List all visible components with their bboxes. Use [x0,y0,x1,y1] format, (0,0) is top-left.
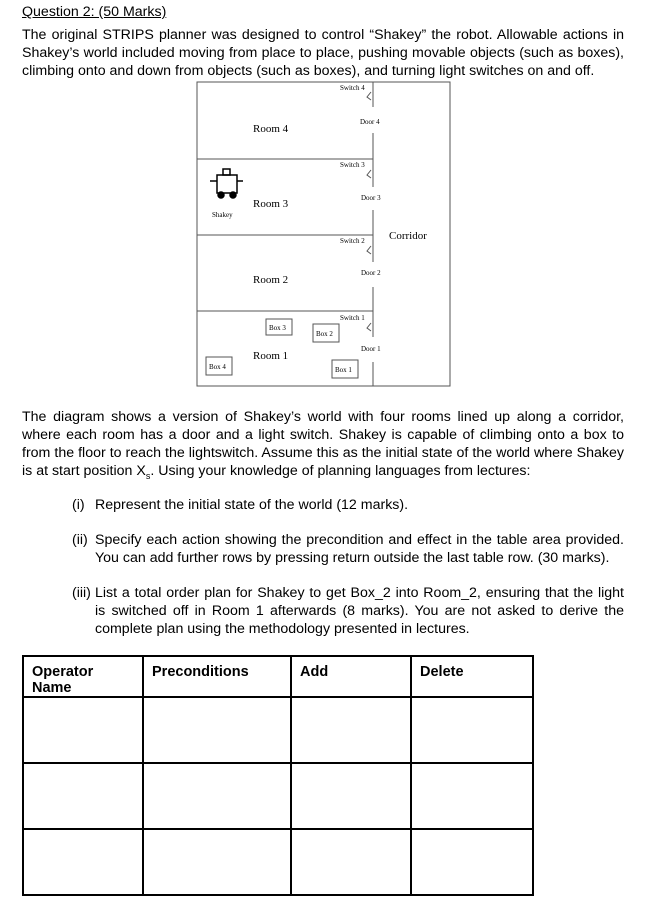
item-text: List a total order plan for Shakey to get Box_2 into Room_2, ensuring that the light is switched off in Room 1 afterwards (8 marks). You are not asked to derive the complete plan using the methodology presented in lectures. [95,585,624,637]
table-row [23,829,533,895]
switch-3-label: Switch 3 [340,161,365,169]
item-number: (i) [72,497,85,513]
intro-paragraph: The original STRIPS planner was designed to control “Shakey” the robot. Allowable actions in Shakey’s world included moving from place to place, pushing movable objects (such as boxes), climbing onto and down from objects (such as boxes), and turning light switches on and off. [22,27,624,79]
box-2-label: Box 2 [316,330,333,338]
corridor-label: Corridor [389,230,427,242]
question-item-ii [72,531,624,567]
switch-4-label: Switch 4 [340,84,365,92]
table-cell[interactable] [143,829,291,895]
door-3-label: Door 3 [361,194,381,202]
question-item-i [72,496,624,514]
item-text: Represent the initial state of the world (12 marks). [95,497,409,513]
item-number: (iii) [72,585,91,601]
shakey-robot-icon [210,169,243,198]
table-row [23,697,533,763]
table-cell[interactable] [411,763,533,829]
table-cell[interactable] [23,697,143,763]
item-text: Specify each action showing the precondition and effect in the table area provided. You can add further rows by pressing return outside the last table row. (30 marks). [95,532,624,566]
room-3-label: Room 3 [253,198,289,210]
table-cell[interactable] [23,829,143,895]
table-cell[interactable] [143,697,291,763]
room-4-label: Room 4 [253,123,289,135]
door-4-label: Door 4 [360,118,380,126]
table-cell[interactable] [291,763,411,829]
header-delete: Delete [411,656,533,697]
operator-table [22,655,534,896]
switch-icon [367,246,371,254]
table-cell[interactable] [291,697,411,763]
description-text-end: . Using your knowledge of planning languages from lectures: [150,463,531,479]
description-paragraph [22,408,624,485]
switch-icon [367,92,371,100]
box-4-label: Box 4 [209,363,226,371]
table-cell[interactable] [23,763,143,829]
table-header-row [23,656,533,697]
header-operator-name: Operator Name [23,656,143,697]
switch-icon [367,170,371,178]
switch-icon [367,323,371,331]
table-cell[interactable] [291,829,411,895]
table-cell[interactable] [411,829,533,895]
subscript: s [145,470,151,481]
question-title: Question 2: (50 Marks) [22,4,167,20]
table-cell[interactable] [411,697,533,763]
header-preconditions: Preconditions [143,656,291,697]
switch-2-label: Switch 2 [340,237,365,245]
question-item-iii [72,584,624,638]
room-1-label: Room 1 [253,350,289,362]
shakey-world-diagram [195,80,455,390]
door-1-label: Door 1 [361,345,381,353]
description-text: The diagram shows a version of Shakey’s world with four rooms lined up along a corridor, where each room has a door and a light switch. Shakey is capable of climbing onto a box to from the floor to reach the lightswitch. Assume this as the initial state of the world where Shakey is at start position X [22,409,624,479]
item-number: (ii) [72,532,88,548]
table-row [23,763,533,829]
shakey-label: Shakey [212,211,233,219]
door-2-label: Door 2 [361,269,381,277]
header-add: Add [291,656,411,697]
switch-1-label: Switch 1 [340,314,365,322]
room-2-label: Room 2 [253,274,289,286]
table-cell[interactable] [143,763,291,829]
box-3-label: Box 3 [269,324,286,332]
box-1-label: Box 1 [335,366,352,374]
